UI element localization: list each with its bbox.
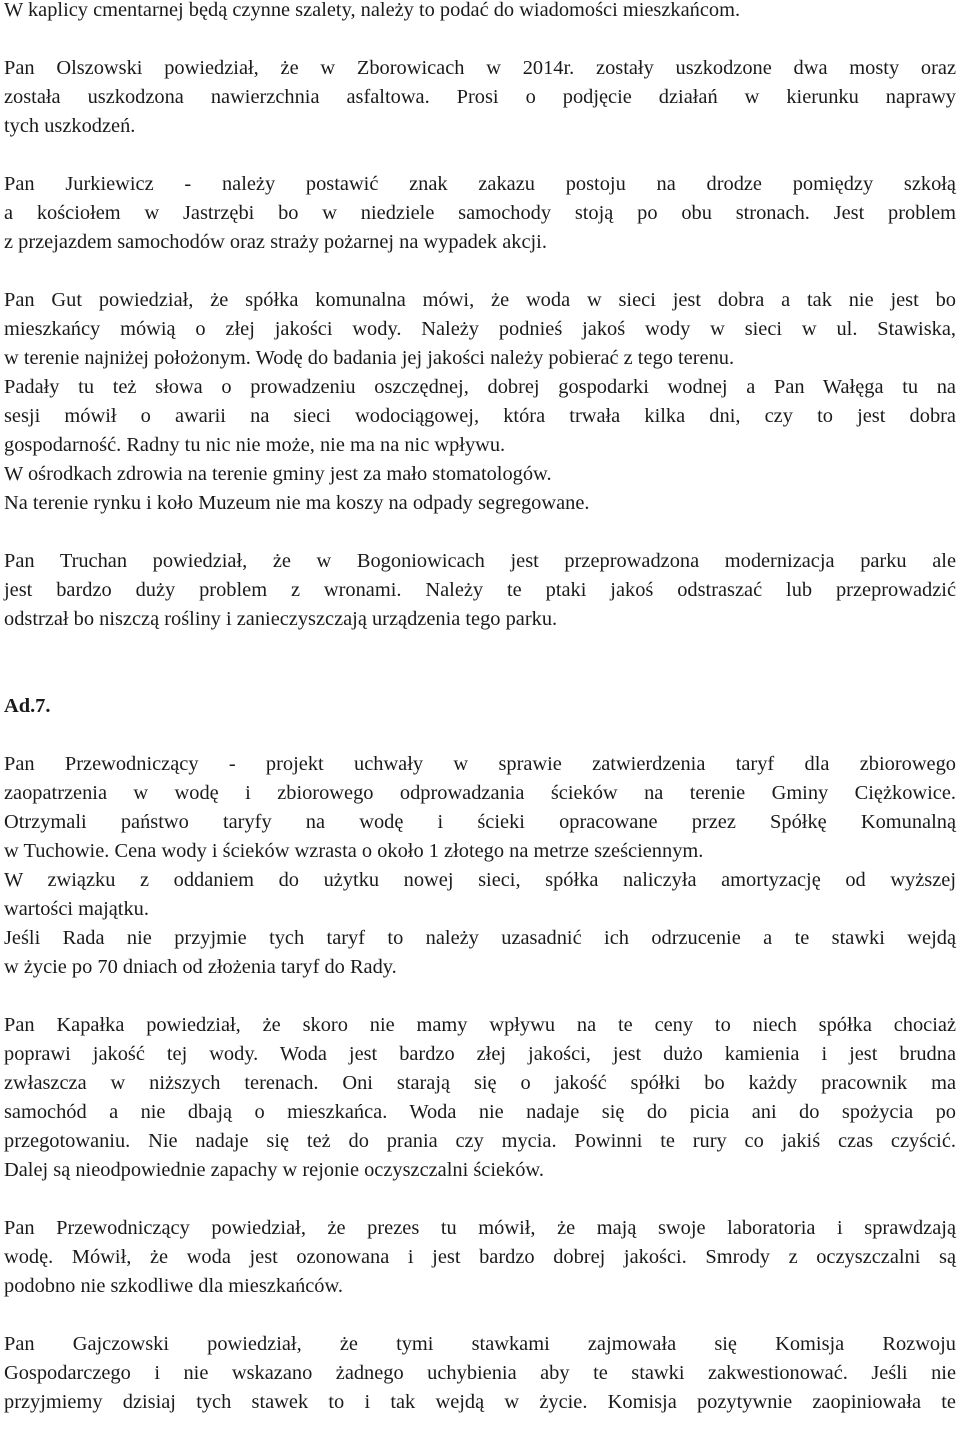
text-line: z przejazdem samochodów oraz straży pożarnej na wypadek akcji. <box>4 231 547 253</box>
text-line: w życie po 70 dniach od złożenia taryf do Rady. <box>4 956 397 978</box>
paragraph-olszowski <box>4 54 956 141</box>
paragraph-kapalka <box>4 1011 956 1185</box>
text-line: W ośrodkach zdrowia na terenie gminy jest za mało stomatologów. <box>4 463 552 485</box>
text-line: przegotowaniu. Nie nadaje się też do prania czy mycia. Powinni te rury co jakiś czas czyścić. <box>4 1130 956 1152</box>
section-heading: Ad.7. <box>4 695 51 717</box>
paragraph-truchan <box>4 547 956 634</box>
paragraph-gajczowski <box>4 1330 956 1417</box>
paragraph-gut <box>4 286 956 518</box>
text-line: Jeśli Rada nie przyjmie tych taryf to należy uzasadnić ich odrzucenie a te stawki wejdą <box>4 927 956 949</box>
text-line: a kościołem w Jastrzębi bo w niedziele samochody stoją po obu stronach. Jest problem <box>4 202 956 224</box>
text-line: Pan Gut powiedział, że spółka komunalna mówi, że woda w sieci jest dobra a tak nie jest bo <box>4 289 956 311</box>
text-line: odstrzał bo niszczą rośliny i zanieczyszczają urządzenia tego parku. <box>4 608 558 630</box>
text-line: zaopatrzenia w wodę i zbiorowego odprowadzania ścieków na terenie Gminy Ciężkowice. <box>4 782 956 804</box>
text-line: Pan Gajczowski powiedział, że tymi stawkami zajmowała się Komisja Rozwoju <box>4 1333 956 1355</box>
text-line: Pan Truchan powiedział, że w Bogoniowicach jest przeprowadzona modernizacja parku ale <box>4 550 956 572</box>
text-line: Dalej są nieodpowiednie zapachy w rejonie oczyszczalni ścieków. <box>4 1159 544 1181</box>
paragraph-przewodniczacy-taryfy <box>4 750 956 982</box>
paragraph-przewodniczacy-prezes <box>4 1214 956 1301</box>
text-line: W kaplicy cmentarnej będą czynne szalety, należy to podać do wiadomości mieszkańcom. <box>4 0 741 21</box>
text-line: w Tuchowie. Cena wody i ścieków wzrasta o około 1 złotego na metrze sześciennym. <box>4 840 704 862</box>
text-line: zwłaszcza w niższych terenach. Oni starają się o jakość spółki bo każdy pracownik ma <box>4 1072 956 1094</box>
paragraph-jurkiewicz <box>4 170 956 257</box>
text-line: Pan Przewodniczący - projekt uchwały w sprawie zatwierdzenia taryf dla zbiorowego <box>4 753 956 775</box>
text-line: podobno nie szkodliwe dla mieszkańców. <box>4 1275 344 1297</box>
text-line: jest bardzo duży problem z wronami. Należy te ptaki jakoś odstraszać lub przeprowadzić <box>4 579 956 601</box>
text-line: Pan Przewodniczący powiedział, że prezes tu mówił, że mają swoje laboratoria i sprawdzają <box>4 1217 956 1239</box>
text-line: mieszkańcy mówią o złej jakości wody. Należy podnieś jakoś wody w sieci w ul. Stawiska, <box>4 318 956 340</box>
text-line: wodę. Mówił, że woda jest ozonowana i jest bardzo dobrej jakości. Smrody z oczyszczalni są <box>4 1246 956 1268</box>
text-line: Gospodarczego i nie wskazano żadnego uchybienia aby te stawki zakwestionować. Jeśli nie <box>4 1362 956 1384</box>
text-line: Pan Olszowski powiedział, że w Zborowicach w 2014r. zostały uszkodzone dwa mosty oraz <box>4 57 956 79</box>
text-line: Padały tu też słowa o prowadzeniu oszczędnej, dobrej gospodarki wodnej a Pan Wałęga tu na <box>4 376 956 398</box>
text-line: Pan Kapałka powiedział, że skoro nie mamy wpływu na te ceny to niech spółka chociaż <box>4 1014 956 1036</box>
paragraph-kaplica <box>4 0 956 25</box>
text-line: samochód a nie dbają o mieszkańca. Woda nie nadaje się do picia ani do spożycia po <box>4 1101 956 1123</box>
document-page <box>4 0 956 1446</box>
text-line: wartości majątku. <box>4 898 149 920</box>
text-line: Pan Jurkiewicz - należy postawić znak zakazu postoju na drodze pomiędzy szkołą <box>4 173 956 195</box>
text-line: sesji mówił o awarii na sieci wodociągowej, która trwała kilka dni, czy to jest dobra <box>4 405 956 427</box>
text-line: została uszkodzona nawierzchnia asfaltowa. Prosi o podjęcie działań w kierunku naprawy <box>4 86 956 108</box>
text-line: Otrzymali państwo taryfy na wodę i ścieki opracowane przez Spółkę Komunalną <box>4 811 956 833</box>
text-line: Na terenie rynku i koło Muzeum nie ma koszy na odpady segregowane. <box>4 492 590 514</box>
text-line: przyjmiemy dzisiaj tych stawek to i tak wejdą w życie. Komisja pozytywnie zaopiniowała te <box>4 1391 956 1413</box>
text-line: w terenie najniżej położonym. Wodę do badania jej jakości należy pobierać z tego terenu. <box>4 347 735 369</box>
text-line: poprawi jakość tej wody. Woda jest bardzo złej jakości, jest dużo kamienia i jest brudna <box>4 1043 956 1065</box>
text-line: gospodarność. Radny tu nic nie może, nie ma na nic wpływu. <box>4 434 506 456</box>
text-line: W związku z oddaniem do użytku nowej sieci, spółka naliczyła amortyzację od wyższej <box>4 869 956 891</box>
text-line: tych uszkodzeń. <box>4 115 136 137</box>
